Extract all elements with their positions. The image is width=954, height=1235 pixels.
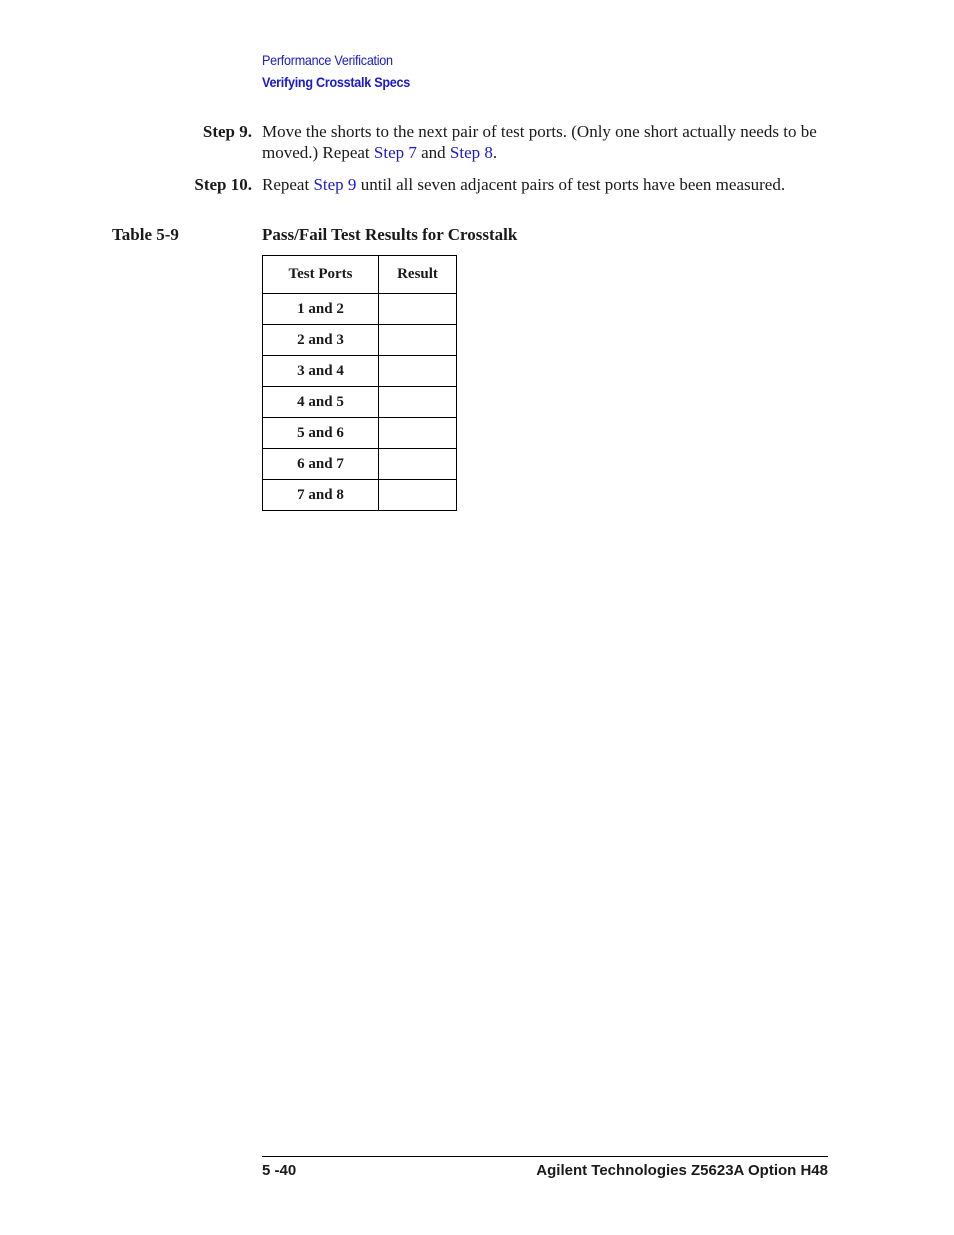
test-ports-cell: 1 and 2 [263,294,379,325]
column-header-result: Result [379,256,457,294]
step-text-part: Move the shorts to the next pair of test ports. (Only one short actually needs to be moved.) Repeat [262,122,817,162]
test-ports-cell: 6 and 7 [263,449,379,480]
step-label: Step 10. [194,175,252,194]
step-8-link[interactable]: Step 8 [449,143,493,162]
step-text [262,174,832,195]
table-number: Table 5-9 [112,225,179,244]
table-row [263,449,457,480]
step-text-part: . [492,143,498,162]
test-ports-cell: 4 and 5 [263,387,379,418]
step-text [262,121,832,163]
table-header-row [263,256,457,294]
table-row [263,387,457,418]
step-7-link[interactable]: Step 7 [373,143,417,162]
table-row [263,294,457,325]
step-9-link[interactable]: Step 9 [313,175,357,194]
test-ports-cell: 7 and 8 [263,480,379,511]
result-cell [379,418,457,449]
result-cell [379,387,457,418]
crosstalk-results-table [262,255,457,511]
result-cell [379,480,457,511]
table-row [263,418,457,449]
result-cell [379,325,457,356]
step-text-part: Repeat [262,175,314,194]
step-text-part: until all seven adjacent pairs of test ports have been measured. [356,175,786,194]
table-row [263,356,457,387]
test-ports-cell: 3 and 4 [263,356,379,387]
page-number: 5 -40 [262,1162,297,1179]
column-header-test-ports: Test Ports [263,256,379,294]
result-cell [379,294,457,325]
footer-document-title: Agilent Technologies Z5623A Option H48 [536,1162,828,1179]
footer-divider [262,1156,828,1157]
header-subsection-title: Verifying Crosstalk Specs [262,74,411,90]
result-cell [379,449,457,480]
table-title: Pass/Fail Test Results for Crosstalk [262,225,518,244]
table-row [263,325,457,356]
step-label: Step 9. [202,122,252,141]
test-ports-cell: 2 and 3 [263,325,379,356]
table-row [263,480,457,511]
result-cell [379,356,457,387]
step-text-part: and [416,143,450,162]
header-section-title: Performance Verification [262,52,393,68]
test-ports-cell: 5 and 6 [263,418,379,449]
